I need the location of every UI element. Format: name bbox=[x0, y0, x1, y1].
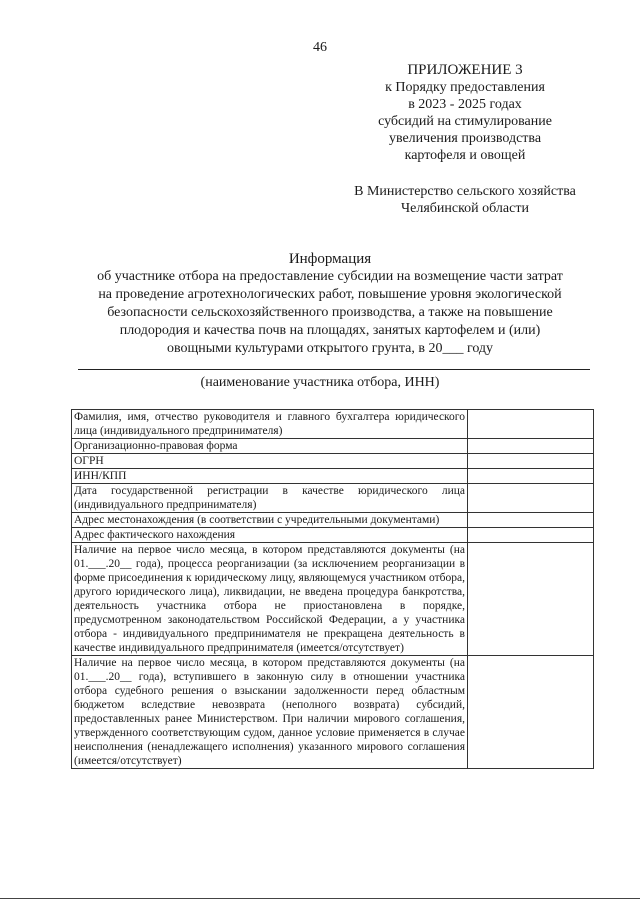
row-value-field[interactable] bbox=[468, 656, 594, 769]
table-row bbox=[72, 543, 594, 656]
info-line: на проведение агротехнологических работ, повышение уровня экологической bbox=[98, 287, 562, 302]
row-value-field[interactable] bbox=[468, 454, 594, 469]
row-value-field[interactable] bbox=[468, 469, 594, 484]
table-row bbox=[72, 439, 594, 454]
table-row bbox=[72, 528, 594, 543]
row-value-field[interactable] bbox=[468, 513, 594, 528]
appendix-header bbox=[360, 62, 570, 164]
row-label: Наличие на первое число месяца, в котором представляются документы (на 01.___.20__ года), процесса реорганизации (за исключением реорганизации в форме присоединения к юридическому лицу, являющемуся участником отбора, другого юридического лица), ликвидации, не введена процедура банкротства, деятельность участника отбора не приостановлена в порядке, предусмотренном законодательством Российской Федерации, а у участника отбора - индивидуального предпринимателя не прекращена деятельность в качестве индивидуального предпринимателя (имеется/отсутствует) bbox=[72, 543, 468, 656]
addressee-line: В Министерство сельского хозяйства bbox=[354, 184, 576, 199]
table-row bbox=[72, 469, 594, 484]
appendix-line: к Порядку предоставления bbox=[385, 80, 545, 95]
row-label: Адрес местонахождения (в соответствии с учредительными документами) bbox=[72, 513, 468, 528]
row-label: Дата государственной регистрации в качестве юридического лица (индивидуального предпринимателя) bbox=[72, 484, 468, 513]
row-value-field[interactable] bbox=[468, 543, 594, 656]
appendix-line: в 2023 - 2025 годах bbox=[408, 97, 522, 112]
row-label: Фамилия, имя, отчество руководителя и главного бухгалтера юридического лица (индивидуального предпринимателя) bbox=[72, 410, 468, 439]
page-number: 46 bbox=[313, 40, 327, 55]
appendix-line: субсидий на стимулирование bbox=[378, 114, 552, 129]
row-value-field[interactable] bbox=[468, 528, 594, 543]
info-line: овощными культурами открытого грунта, в 20___ году bbox=[166, 341, 494, 356]
page-bottom-edge bbox=[0, 898, 640, 899]
table-row bbox=[72, 454, 594, 469]
row-value-field[interactable] bbox=[468, 484, 594, 513]
row-label: ИНН/КПП bbox=[72, 469, 468, 484]
appendix-line: картофеля и овощей bbox=[404, 148, 526, 163]
table-row bbox=[72, 484, 594, 513]
table-row bbox=[72, 656, 594, 769]
row-label: Наличие на первое число месяца, в котором представляются документы (на 01.___.20__ года), вступившего в законную силу в отношении участника отбора судебного решения о взыскании задолженности перед областным бюджетом вследствие невозврата (неполного возврата) субсидий, предоставленных ранее Министерством. При наличии мирового соглашения, утвержденного соответствующим судом, данное условие применяется в случае неисполнения (ненадлежащего исполнения) указанного мирового соглашения (имеется/отсутствует) bbox=[72, 656, 468, 769]
participant-info-table bbox=[71, 409, 594, 769]
row-value-field[interactable] bbox=[468, 439, 594, 454]
table-row bbox=[72, 513, 594, 528]
info-line: безопасности сельскохозяйственного производства, а также на повышение bbox=[107, 305, 553, 320]
info-line: плодородия и качества почв на площадях, занятых картофелем и (или) bbox=[119, 323, 541, 338]
appendix-title: ПРИЛОЖЕНИЕ 3 bbox=[407, 62, 523, 78]
info-heading bbox=[70, 250, 590, 358]
addressee bbox=[340, 183, 590, 217]
info-line: об участнике отбора на предоставление субсидии на возмещение части затрат bbox=[97, 269, 563, 284]
participant-name-caption: (наименование участника отбора, ИНН) bbox=[200, 375, 440, 390]
row-value-field[interactable] bbox=[468, 410, 594, 439]
addressee-line: Челябинской области bbox=[401, 201, 529, 216]
info-title: Информация bbox=[288, 251, 372, 267]
appendix-line: увеличения производства bbox=[388, 131, 542, 146]
table-row bbox=[72, 410, 594, 439]
row-label: Адрес фактического нахождения bbox=[72, 528, 468, 543]
row-label: Организационно-правовая форма bbox=[72, 439, 468, 454]
participant-name-line bbox=[78, 369, 590, 370]
row-label: ОГРН bbox=[72, 454, 468, 469]
